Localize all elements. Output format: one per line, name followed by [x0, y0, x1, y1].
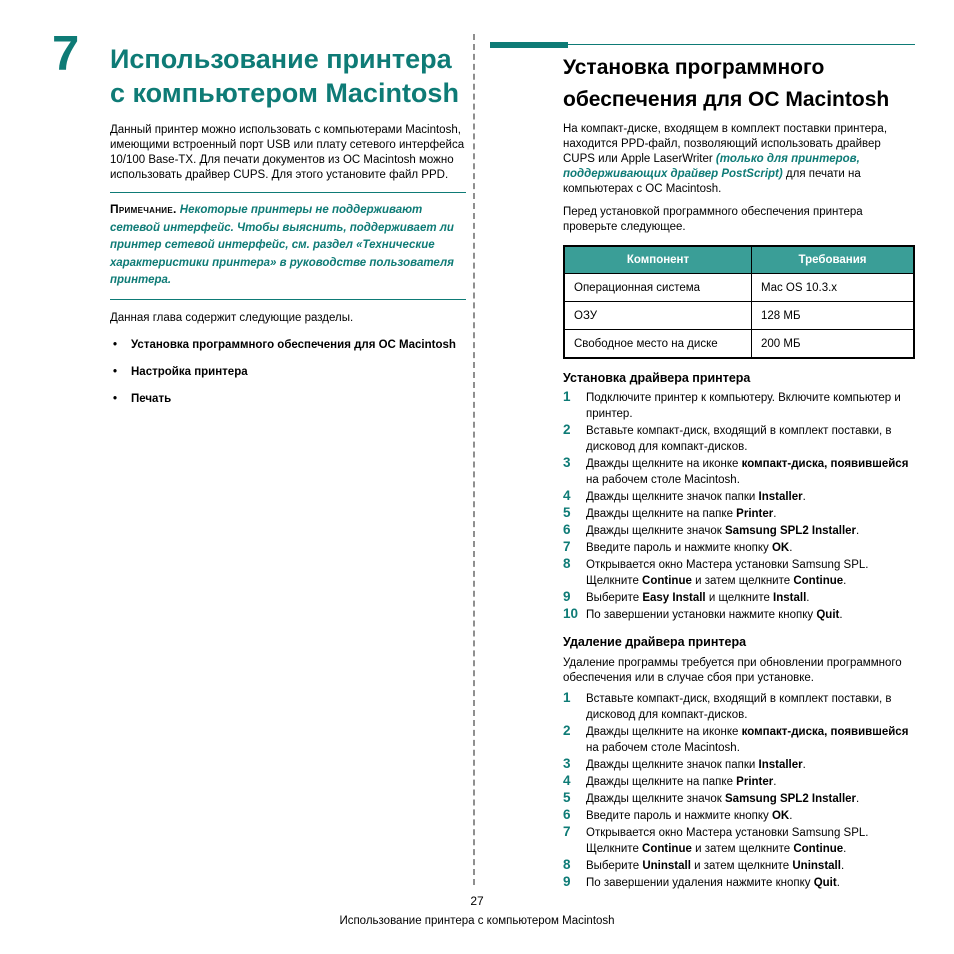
chapter-title-line-2: с компьютером Macintosh: [110, 78, 459, 108]
emphasized-text: Uninstall: [792, 860, 841, 872]
emphasized-text: компакт-диска, появившейся: [741, 726, 909, 738]
emphasized-text: Install: [773, 592, 807, 604]
step-number: 10: [563, 606, 579, 621]
text-segment: Открывается окно Мастера установки Samsung SPL. Щелкните: [586, 827, 869, 855]
text-segment: .: [806, 592, 810, 604]
step-number: 9: [563, 589, 571, 604]
contents-intro: Данная глава содержит следующие разделы.: [110, 311, 354, 324]
step-number: 6: [563, 522, 571, 537]
section-title-line-2: обеспечения для ОС Macintosh: [563, 88, 890, 111]
emphasized-text: Samsung SPL2 Installer: [725, 525, 857, 537]
uninstall-steps: [563, 691, 915, 891]
emphasized-text: Continue: [793, 575, 844, 587]
text-segment: По завершении удаления нажмите кнопку: [586, 877, 814, 889]
chapter-number: 7: [52, 27, 80, 81]
text-segment: Дважды щелкните на иконке: [586, 726, 742, 738]
step-item: [563, 691, 915, 723]
emphasized-text: Continue: [642, 575, 692, 587]
contents-list: [110, 338, 466, 407]
text-segment: По завершении установки нажмите кнопку: [586, 609, 817, 621]
step-item: [563, 808, 915, 824]
step-item: [563, 825, 915, 857]
emphasized-text: OK: [771, 542, 790, 554]
step-text: [586, 491, 806, 503]
step-number: 8: [563, 556, 571, 571]
install-heading: Установка драйвера принтера: [563, 371, 751, 385]
text-segment: .: [840, 860, 845, 872]
text-segment: Вставьте компакт-диск, входящий в комплект поставки, в дисковод для компакт-дисков.: [586, 425, 892, 453]
column-divider: [473, 34, 475, 885]
emphasized-text: Quit: [816, 609, 840, 621]
footer-title: Использование принтера с компьютером Macintosh: [339, 915, 615, 927]
step-item: [563, 557, 915, 589]
step-number: 4: [563, 488, 571, 503]
text-segment: и затем щелкните: [690, 860, 793, 872]
step-text: [586, 609, 843, 621]
note-box: [110, 192, 466, 300]
table-cell: 128 МБ: [752, 302, 915, 330]
section-rule: [490, 42, 915, 48]
table-header-row: [564, 246, 914, 274]
emphasized-text: Installer: [758, 759, 803, 771]
text-segment: Вставьте компакт-диск, входящий в комплект поставки, в дисковод для компакт-дисков.: [586, 693, 892, 721]
step-text: [586, 458, 908, 486]
step-text: [586, 425, 892, 453]
step-item: [563, 724, 915, 756]
table-cell: 200 МБ: [752, 330, 915, 359]
text-segment: Подключите принтер к компьютеру. Включите компьютер и принтер.: [586, 392, 901, 420]
step-number: 2: [563, 422, 571, 437]
table-header-component: Компонент: [564, 246, 752, 274]
step-text: [586, 793, 859, 805]
emphasized-text: Easy Install: [642, 592, 706, 604]
list-item: • Печать: [110, 392, 466, 407]
step-number: 4: [563, 773, 571, 788]
table-row: [564, 274, 914, 302]
step-item: [563, 489, 915, 505]
text-segment: .: [789, 542, 793, 554]
note-label: Примечание.: [110, 202, 177, 216]
section-title-line-1: Установка программного: [563, 56, 825, 79]
section-rule-accent: [490, 42, 568, 48]
chapter-title-line-1: Использование принтера: [110, 44, 452, 74]
step-item: [563, 858, 915, 874]
text-segment: Выберите: [586, 592, 643, 604]
section-title: [563, 52, 915, 116]
step-item: [563, 774, 915, 790]
step-number: 7: [563, 539, 571, 554]
text-segment: Выберите: [586, 860, 643, 872]
text-segment: .: [856, 793, 860, 805]
step-text: [586, 726, 908, 754]
text-segment: .: [773, 776, 777, 788]
step-number: 3: [563, 756, 571, 771]
table-header-requirements: Требования: [752, 246, 915, 274]
step-number: 1: [563, 389, 571, 404]
step-text: [586, 810, 792, 822]
chapter-title: [110, 42, 466, 110]
step-item: [563, 590, 915, 606]
text-segment: на рабочем столе Macintosh.: [586, 742, 740, 754]
text-segment: Введите пароль и нажмите кнопку: [586, 542, 772, 554]
list-item: • Настройка принтера: [110, 365, 466, 380]
step-text: [586, 525, 859, 537]
emphasized-text: Continue: [793, 843, 844, 855]
right-column: [563, 30, 915, 892]
step-item: [563, 875, 915, 891]
table-cell: Свободное место на диске: [564, 330, 752, 359]
step-item: [563, 390, 915, 422]
requirements-table: [563, 245, 915, 359]
table-row: [564, 302, 914, 330]
chapter-intro: Данный принтер можно использовать с компьютерами Macintosh, имеющими встроенный порт USB или плату сетевого интерфейса 10/100 Base-TX. Для печати документов из ОС Macintosh можно использовать драйвер CUPS. Для этого установите файл PPD.: [110, 124, 465, 181]
text-segment: Дважды щелкните значок папки: [586, 759, 759, 771]
step-number: 5: [563, 505, 571, 520]
step-text: [586, 559, 868, 587]
text-segment: и затем щелкните: [691, 575, 794, 587]
emphasized-text: Installer: [758, 491, 803, 503]
step-item: [563, 757, 915, 773]
emphasized-text: Printer: [736, 776, 774, 788]
emphasized-text: Continue: [642, 843, 692, 855]
table-cell: ОЗУ: [564, 302, 752, 330]
text-segment: .: [802, 759, 806, 771]
emphasized-text: OK: [771, 810, 790, 822]
emphasized-text: Samsung SPL2 Installer: [725, 793, 857, 805]
step-number: 6: [563, 807, 571, 822]
text-segment: Дважды щелкните значок: [586, 525, 725, 537]
list-item: • Установка программного обеспечения для ОС Macintosh: [110, 338, 466, 353]
text-segment: Открывается окно Мастера установки Samsung SPL. Щелкните: [586, 559, 869, 587]
text-segment: и затем щелкните: [691, 843, 794, 855]
step-number: 1: [563, 690, 571, 705]
step-item: [563, 540, 915, 556]
install-steps: [563, 390, 915, 623]
table-cell: Операционная система: [564, 274, 752, 302]
emphasized-text: компакт-диска, появившейся: [741, 458, 909, 470]
page-footer: [0, 894, 954, 927]
text-segment: Дважды щелкните на папке: [586, 776, 737, 788]
text-segment: Дважды щелкните на иконке: [586, 458, 742, 470]
step-number: 3: [563, 455, 571, 470]
text-segment: .: [802, 491, 806, 503]
table-cell: Mac OS 10.3.x: [752, 274, 915, 302]
text-segment: .: [839, 609, 843, 621]
text-segment: Дважды щелкните значок папки: [586, 491, 759, 503]
step-number: 5: [563, 790, 571, 805]
step-text: [586, 592, 809, 604]
text-segment: На компакт-диске, входящем в комплект поставки принтера, находится PPD-файл, позволяющий использовать драйвер CUPS или Apple LaserWriter: [563, 123, 888, 165]
text-segment: .: [856, 525, 860, 537]
step-item: [563, 791, 915, 807]
step-text: [586, 508, 776, 520]
text-segment: Дважды щелкните значок: [586, 793, 725, 805]
text-segment: для печати на компьютерах с ОС Macintosh.: [563, 168, 861, 195]
step-text: [586, 759, 806, 771]
step-text: [586, 392, 901, 420]
section-intro: [563, 122, 915, 197]
text-segment: .: [843, 575, 847, 587]
text-segment: .: [789, 810, 793, 822]
requirements-intro: Перед установкой программного обеспечения принтера проверьте следующее.: [563, 206, 863, 233]
step-number: 8: [563, 857, 571, 872]
step-text: [586, 776, 776, 788]
uninstall-heading: Удаление драйвера принтера: [563, 635, 747, 649]
emphasized-text: (только для принтеров, поддерживающих драйвер PostScript): [563, 153, 860, 180]
uninstall-intro: Удаление программы требуется при обновлении программного обеспечения или в случае сбоя при установке.: [563, 657, 902, 684]
step-number: 2: [563, 723, 571, 738]
table-row: [564, 330, 914, 359]
text-segment: на рабочем столе Macintosh.: [586, 474, 740, 486]
step-item: [563, 423, 915, 455]
step-item: [563, 506, 915, 522]
text-segment: .: [843, 843, 847, 855]
emphasized-text: Printer: [736, 508, 774, 520]
step-text: [586, 542, 792, 554]
text-segment: и щелкните: [705, 592, 774, 604]
text-segment: Введите пароль и нажмите кнопку: [586, 810, 772, 822]
step-item: [563, 456, 915, 488]
emphasized-text: Uninstall: [642, 860, 691, 872]
step-number: 7: [563, 824, 571, 839]
emphasized-text: Quit: [813, 877, 837, 889]
step-text: [586, 827, 868, 855]
step-text: [586, 693, 892, 721]
step-text: [586, 860, 844, 872]
page-number: 27: [470, 894, 484, 908]
text-segment: Дважды щелкните на папке: [586, 508, 737, 520]
step-text: [586, 877, 840, 889]
left-column: [110, 42, 466, 407]
text-segment: .: [773, 508, 777, 520]
step-item: [563, 523, 915, 539]
note-text: Некоторые принтеры не поддерживают сетевой интерфейс. Чтобы выяснить, поддерживает ли принтер сетевой интерфейс, см. раздел «Технические характеристики принтера» в руководстве пользователя принтера.: [110, 204, 454, 286]
step-item: [563, 607, 915, 623]
text-segment: .: [836, 877, 840, 889]
step-number: 9: [563, 874, 571, 889]
